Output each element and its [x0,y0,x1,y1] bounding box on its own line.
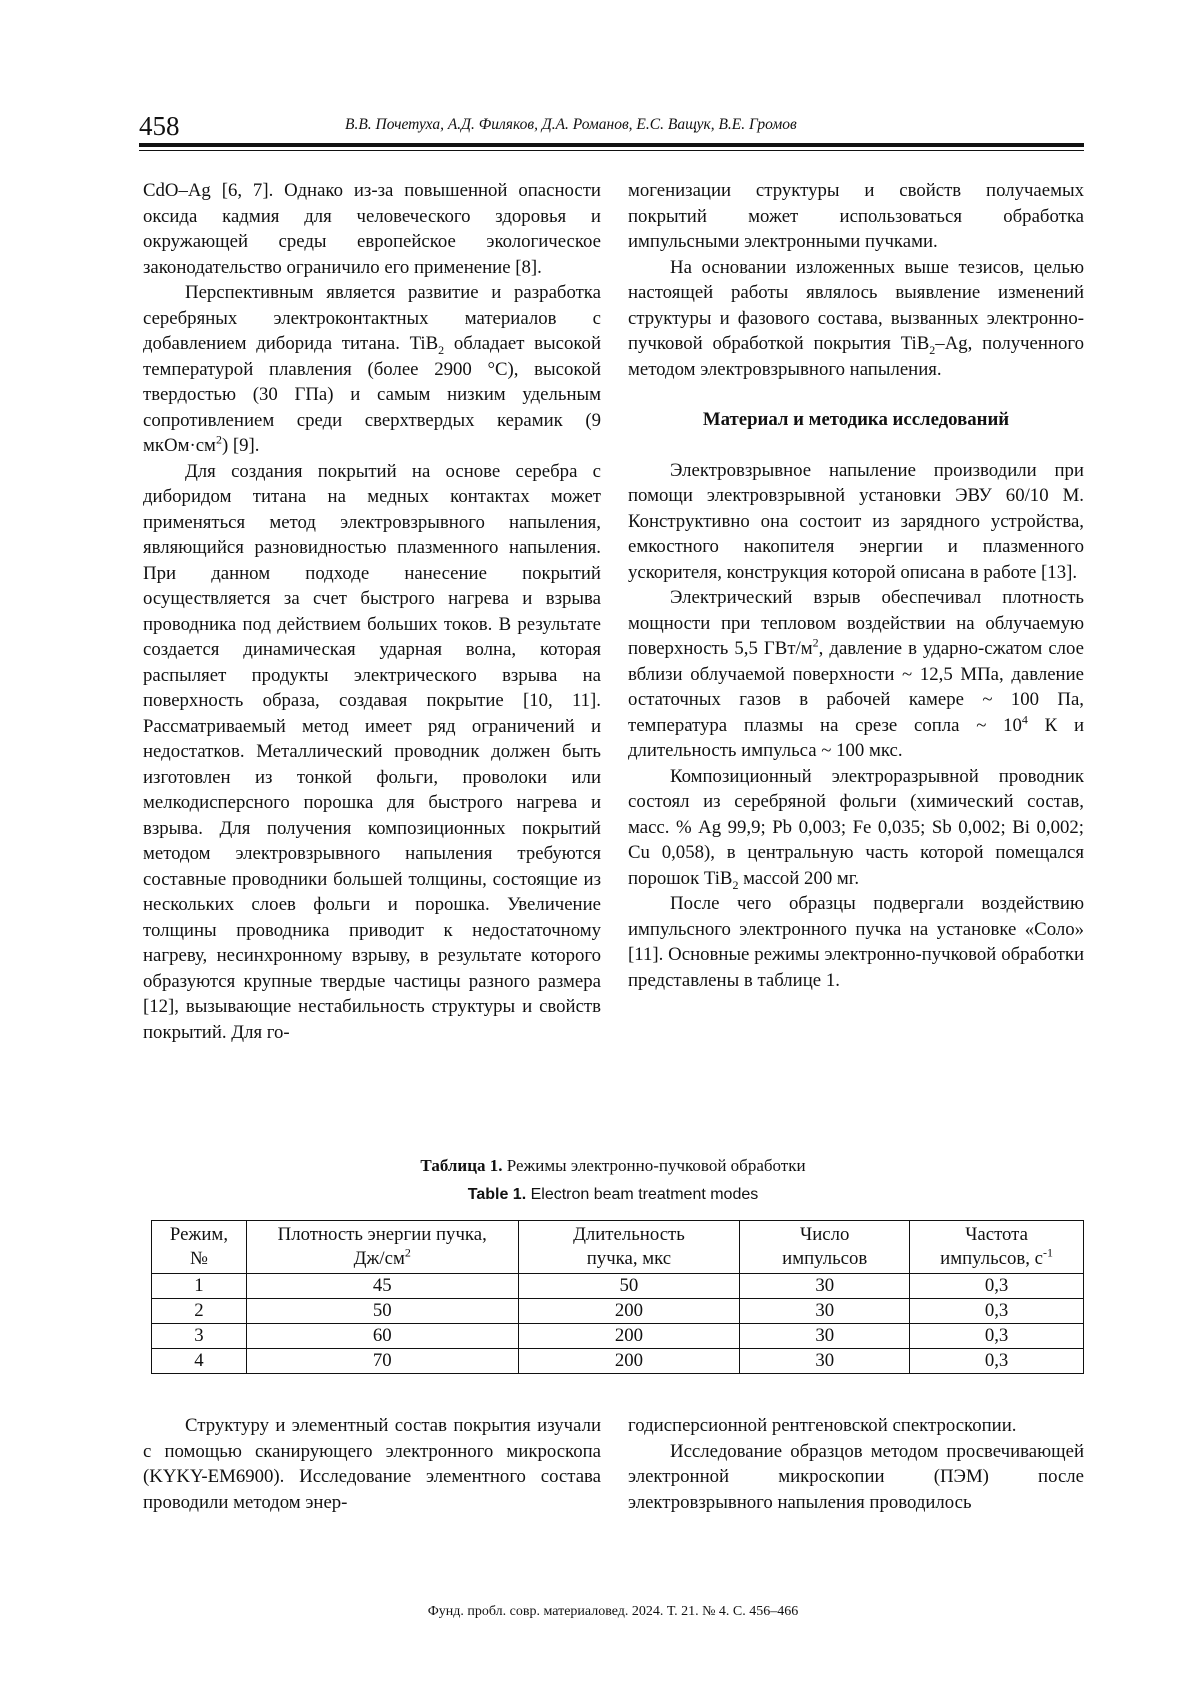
table-cell: 200 [518,1349,740,1374]
header-pulse-count: Число импульсов [740,1221,910,1274]
running-head-authors: В.В. Почетуха, А.Д. Филяков, Д.А. Романов, Е.С. Ващук, В.Е. Громов [345,116,797,133]
right-column [628,178,1084,993]
table-cell: 45 [246,1274,518,1299]
bottom-right-paragraph-2: Исследование образцов методом просвечивающей электронной микроскопии (ПЭМ) после электровзрывного напыления проводилось [628,1440,1084,1513]
right-paragraph-5: Композиционный электроразрывной проводник состоял из серебряной фольги (химический состав, масс. % Ag 99,9; Pb 0,003; Fe 0,035; Sb 0,002; Bi 0,002; Cu 0,058), в центральную часть которой помещался порошок TiB$_2$ массой 200 мг. [628,765,1084,892]
table-row [152,1324,1084,1349]
table-cell: 200 [518,1299,740,1324]
section-heading: Материал и методика исследований [702,409,1010,430]
table-row [152,1349,1084,1374]
table-cell: 0,3 [910,1349,1084,1374]
bottom-right-paragraph-1: годисперсионной рентгеновской спектроскопии. [628,1415,1017,1436]
table-cell: 50 [518,1274,740,1299]
bottom-left-paragraph-1: Структуру и элементный состав покрытия изучали с помощью сканирующего электронного микроскопа (KYKY-EM6900). Исследование элементного состава проводили методом энер- [143,1415,601,1513]
bottom-right-column [628,1413,1084,1515]
table-cell: 50 [246,1299,518,1324]
left-paragraph-2: Перспективным является развитие и разработка серебряных электроконтактных материалов с добавлением диборида титана. TiB$_2$ обладает высокой температурой плавления (более 2900 °С), высокой твердостью (30 ГПа) и самым низким удельным сопротивлением среди сверхтвердых керамик (9 $мкОм\cdot см^2$) [9]. [143,282,602,456]
header-rule-thick [139,143,1084,147]
journal-citation-footer: Фунд. пробл. совр. материаловед. 2024. Т. 21. № 4. С. 456–466 [427,1604,799,1619]
header-frequency: Частота импульсов, $с^{-1}$ [910,1221,1084,1274]
header-mode: Режим, № [152,1221,247,1274]
header-rule-thin [139,150,1084,151]
table-cell: 0,3 [910,1324,1084,1349]
table-cell: 60 [246,1324,518,1349]
table-cell: 1 [152,1274,247,1299]
table-cell: 2 [152,1299,247,1324]
right-paragraph-4: Электрический взрыв обеспечивал плотность мощности при тепловом воздействии на облучаемую поверхность 5,5 ГВт/$м^2$, давление в ударно-сжатом слое вблизи облучаемой поверхности ~ 12,5 МПа, давление остаточных газов в рабочей камере ~ 100 Па, температура плазмы на срезе сопла ~ $10^4$ К и длительность импульса ~ 100 мкс. [628,587,1084,761]
right-paragraph-6: После чего образцы подвергали воздействию импульсного электронного пучка на установке «Соло» [11]. Основные режимы электронно-пучковой обработки представлены в таблице 1. [628,893,1084,991]
table-caption-ru: Таблица 1. Режимы электронно-пучковой обработки [420,1156,806,1175]
table-cell: 30 [740,1274,910,1299]
right-paragraph-1: могенизации структуры и свойств получаемых покрытий может использоваться обработка импульсными электронными пучками. [628,180,1084,252]
table-row [152,1274,1084,1299]
page-number: 458 [139,111,180,141]
table-cell: 200 [518,1324,740,1349]
table-row [152,1299,1084,1324]
table-cell: 30 [740,1349,910,1374]
table-header-row [152,1221,1084,1274]
table-cell: 0,3 [910,1299,1084,1324]
right-paragraph-2: На основании изложенных выше тезисов, целью настоящей работы являлось выявление изменений структуры и фазового состава, вызванных электронно-пучковой обработкой покрытия TiB$_2$–Ag, полученного методом электровзрывного напыления. [628,256,1085,380]
table-cell: 30 [740,1324,910,1349]
table-cell: 70 [246,1349,518,1374]
table-cell: 4 [152,1349,247,1374]
left-paragraph-3: Для создания покрытий на основе серебра с диборидом титана на медных контактах может применяться метод электровзрывного напыления, являющийся разновидностью плазменного напыления. При данном подходе нанесение покрытий осуществляется за счет быстрого нагрева и взрыва проводника под действием больших токов. В результате создается динамическая ударная волна, которая распыляет продукты электрического взрыва на поверхность образа, создавая покрытие [10, 11]. Рассматриваемый метод имеет ряд ограничений и недостатков. Металлический проводник должен быть изготовлен из тонкой фольги, проволоки или мелкодисперсного порошка для быстрого нагрева и взрыва. Для получения композиционных покрытий методом электровзрывного напыления требуются составные проводники большей толщины, состоящие из нескольких слоев фольги и порошка. Увеличение толщины проводника приводит к недостаточному нагреву, несинхронному взрыву, в результате которого образуются крупные твердые частицы разного размера [12], вызывающие нестабильность структуры и свойств покрытий. Для го- [143,460,601,1043]
table-cell: 0,3 [910,1274,1084,1299]
header-duration: Длительность пучка, мкс [518,1221,740,1274]
right-paragraph-3: Электровзрывное напыление производили при помощи электровзрывной установки ЭВУ 60/10 М. Конструктивно она состоит из зарядного устройства, емкостного накопителя энергии и плазменного ускорителя, конструкция которой описана в работе [13]. [628,459,1084,583]
table-cell: 3 [152,1324,247,1349]
table-caption-en: Table 1. Electron beam treatment modes [467,1186,759,1203]
treatment-modes-table [151,1220,1084,1374]
left-column [143,178,601,1045]
header-energy-density: Плотность энергии пучка, $Дж/см^2$ [246,1221,518,1274]
left-paragraph-1: CdO–Ag [6, 7]. Однако из-за повышенной опасности оксида кадмия для человеческого здоровья и окружающей среды европейское экологическое законодательство ограничило его применение [8]. [143,180,601,278]
table-cell: 30 [740,1299,910,1324]
bottom-left-column [143,1413,601,1515]
